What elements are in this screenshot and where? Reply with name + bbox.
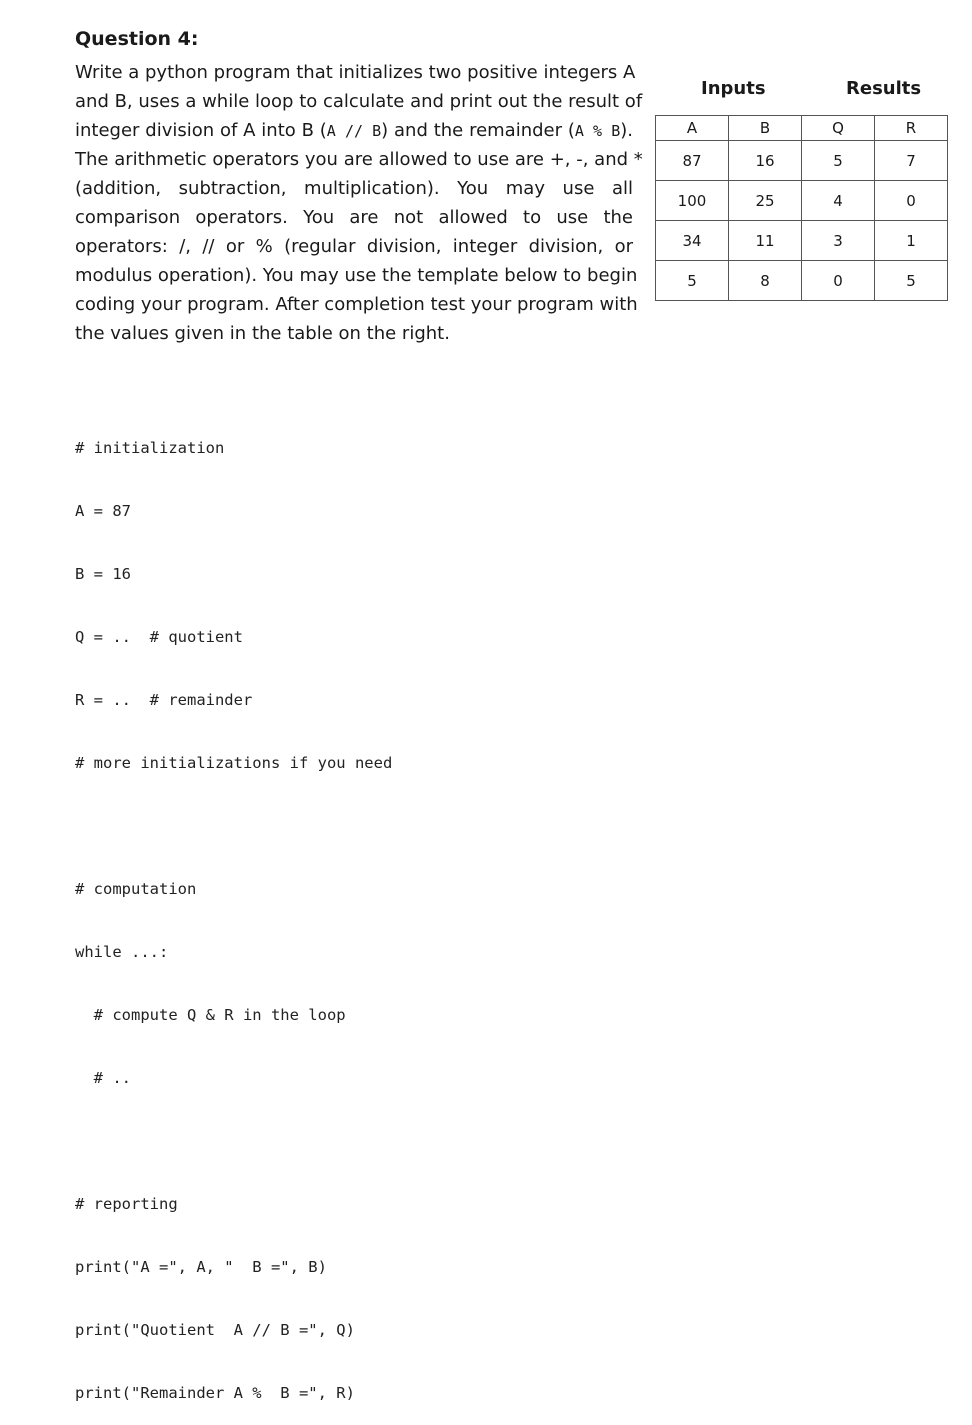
column-header-a: A — [656, 116, 729, 141]
inputs-header: Inputs — [701, 78, 766, 99]
code-template — [75, 396, 392, 1425]
table-cell: 16 — [729, 141, 802, 181]
question-text-fragment: ) and the remainder ( — [381, 120, 575, 141]
question-line: modulus operation). You may use the template below to begin — [75, 265, 638, 286]
code-line: print("Remainder A % B =", R) — [75, 1384, 355, 1402]
table-cell: 11 — [729, 221, 802, 261]
table-row — [656, 221, 948, 261]
question-line: comparison operators. You are not allowed to use the — [75, 207, 633, 228]
question-line — [75, 116, 633, 145]
table-row — [656, 181, 948, 221]
question-line: Write a python program that initializes two positive integers A — [75, 62, 636, 83]
code-line: # computation — [75, 880, 197, 898]
table-cell: 34 — [656, 221, 729, 261]
code-line: # more initializations if you need — [75, 754, 393, 772]
code-line: R = .. # remainder — [75, 691, 253, 709]
code-line: print("Quotient A // B =", Q) — [75, 1321, 355, 1339]
inline-code-integer-division: A // B — [326, 122, 382, 140]
code-line: while ...: — [75, 943, 169, 961]
table-cell: 4 — [802, 181, 875, 221]
test-values-table — [655, 115, 948, 301]
table-cell: 3 — [802, 221, 875, 261]
code-line: A = 87 — [75, 502, 131, 520]
table-cell: 5 — [875, 261, 948, 301]
table-header-row — [656, 116, 948, 141]
question-line: operators: /, // or % (regular division, integer division, or — [75, 236, 633, 257]
table-cell: 100 — [656, 181, 729, 221]
table-cell: 7 — [875, 141, 948, 181]
question-line: The arithmetic operators you are allowed to use are +, -, and * — [75, 149, 643, 170]
column-header-b: B — [729, 116, 802, 141]
table-cell: 25 — [729, 181, 802, 221]
question-line: and B, uses a while loop to calculate and print out the result of — [75, 91, 643, 112]
code-line: print("A =", A, " B =", B) — [75, 1258, 327, 1276]
code-line: # .. — [75, 1069, 131, 1087]
table-cell: 1 — [875, 221, 948, 261]
question-line: coding your program. After completion test your program with — [75, 294, 638, 315]
code-line: # initialization — [75, 439, 225, 457]
question-line: the values given in the table on the right. — [75, 323, 450, 344]
code-line: # compute Q & R in the loop — [75, 1006, 346, 1024]
results-header: Results — [846, 78, 922, 99]
code-line: Q = .. # quotient — [75, 628, 243, 646]
code-line — [75, 816, 392, 837]
table-row — [656, 261, 948, 301]
question-title: Question 4: — [75, 28, 199, 50]
table-cell: 87 — [656, 141, 729, 181]
column-header-r: R — [875, 116, 948, 141]
table-cell: 0 — [875, 181, 948, 221]
table-cell: 5 — [802, 141, 875, 181]
question-text-fragment: integer division of A into B ( — [75, 120, 327, 141]
table-row — [656, 141, 948, 181]
table-cell: 8 — [729, 261, 802, 301]
code-line: B = 16 — [75, 565, 131, 583]
question-line: (addition, subtraction, multiplication). You may use all — [75, 178, 633, 199]
code-line — [75, 1131, 392, 1152]
table-cell: 0 — [802, 261, 875, 301]
inline-code-remainder: A % B — [574, 122, 621, 140]
question-text-fragment: ). — [620, 120, 633, 141]
code-line: # reporting — [75, 1195, 178, 1213]
question-text — [75, 58, 643, 348]
column-header-q: Q — [802, 116, 875, 141]
table-cell: 5 — [656, 261, 729, 301]
